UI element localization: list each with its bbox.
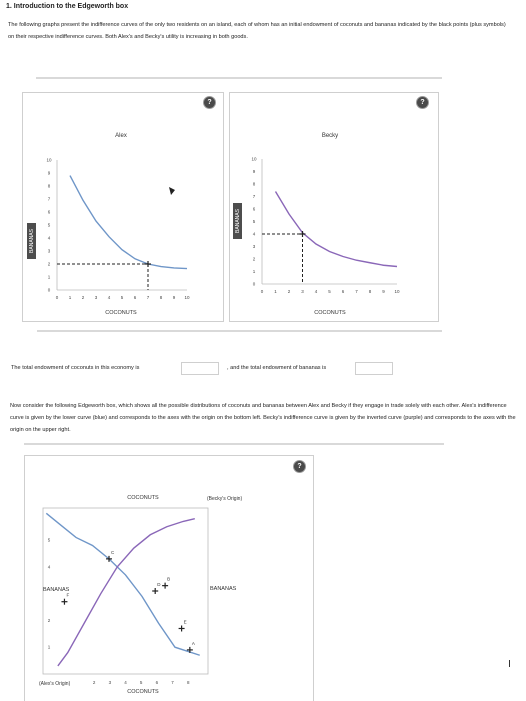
alex-y-tick-8: 8 (47, 183, 51, 189)
becky-y-tick-10: 10 (251, 156, 257, 162)
alex-y-tick-10: 10 (46, 157, 52, 163)
alex-x-tick-5: 5 (120, 295, 124, 300)
question-title: 1. Introduction to the Edgeworth box (6, 3, 129, 10)
box-right-axis-label: BANANAS (210, 586, 237, 592)
becky-help-icon[interactable]: ? (416, 96, 429, 109)
box-point-label-b: B (167, 576, 171, 582)
box-y-tick-2: 2 (47, 617, 51, 623)
becky-y-axis-label: BANANAS (235, 209, 241, 233)
alex-x-tick-4: 4 (107, 295, 111, 300)
becky-box-curve (58, 519, 195, 666)
alex-y-tick-2: 2 (47, 261, 51, 267)
alex-origin-label: (Alex's Origin) (39, 681, 71, 687)
intro-text: The following graphs present the indifference curves of the only two residents on an island, each of whom has an initial endowment of coconuts and bananas indicated by the black points (plus symbols) on their respective indifference curves. Both Alex's and Becky's utility is increasing in both goods. (8, 22, 506, 40)
box-bottom-axis-label: COCONUTS (127, 689, 159, 695)
coconut-endowment-prompt: The total endowment of coconuts in this economy is (11, 365, 140, 371)
box-x-tick-4: 4 (124, 680, 127, 685)
box-y-tick-4: 4 (47, 564, 51, 570)
becky-x-tick-2: 2 (287, 289, 291, 294)
box-point-label-d: D (157, 582, 161, 587)
alex-box-curve (46, 513, 199, 655)
coconut-endowment-input[interactable] (181, 362, 219, 375)
becky-y-tick-9: 9 (252, 169, 256, 174)
divider-top (36, 77, 442, 79)
alex-chart-title: Alex (115, 133, 127, 139)
box-point-label-c: C (111, 549, 115, 555)
becky-x-tick-10: 10 (394, 289, 400, 294)
box-x-tick-6: 6 (155, 680, 159, 685)
banana-endowment-input[interactable] (355, 362, 393, 375)
box-x-tick-8: 8 (186, 680, 190, 685)
becky-y-tick-4: 4 (252, 231, 256, 237)
alex-chart (23, 93, 223, 321)
becky-x-tick-4: 4 (314, 289, 318, 294)
alex-x-axis-label: COCONUTS (105, 310, 137, 316)
text-cursor (509, 660, 510, 667)
alex-y-tick-3: 3 (47, 248, 51, 254)
becky-y-tick-6: 6 (252, 206, 256, 212)
alex-graph-panel (22, 92, 224, 322)
alex-x-tick-7: 7 (146, 295, 150, 300)
box-x-tick-3: 3 (108, 680, 112, 685)
becky-x-tick-1: 1 (274, 289, 277, 294)
becky-y-tick-3: 3 (252, 244, 256, 249)
divider-middle (37, 330, 442, 332)
becky-y-tick-7: 7 (252, 194, 256, 199)
alex-indifference-curve (70, 176, 187, 269)
box-point-label-a: A (191, 640, 195, 646)
becky-x-axis-label: COCONUTS (314, 310, 346, 316)
alex-y-tick-9: 9 (47, 170, 51, 176)
becky-x-tick-7: 7 (355, 289, 358, 294)
alex-y-tick-7: 7 (47, 196, 51, 202)
edgeworth-help-icon[interactable]: ? (293, 460, 306, 473)
becky-x-tick-9: 9 (382, 289, 385, 294)
divider-bottom (24, 443, 444, 445)
alex-x-tick-3: 3 (94, 295, 98, 300)
box-y-tick-1: 1 (47, 644, 51, 650)
box-point-label-f: F (66, 592, 70, 598)
becky-y-tick-2: 2 (252, 256, 256, 262)
becky-chart-title: Becky (321, 133, 339, 139)
box-y-tick-5: 5 (47, 537, 51, 543)
alex-x-tick-2: 2 (81, 295, 85, 300)
alex-x-tick-8: 8 (159, 295, 163, 300)
box-point-label-e: E (183, 619, 187, 625)
edgeworth-box-chart (25, 456, 313, 701)
becky-x-tick-5: 5 (328, 289, 331, 294)
alex-x-tick-1: 1 (68, 295, 72, 300)
banana-endowment-prompt: , and the total endowment of bananas is (227, 365, 327, 371)
alex-x-tick-0: 0 (55, 295, 59, 300)
becky-chart (230, 93, 438, 321)
box-x-tick-5: 5 (139, 680, 143, 685)
alex-y-axis-label: BANANAS (29, 229, 35, 253)
alex-help-icon[interactable]: ? (203, 96, 216, 109)
box-x-tick-7: 7 (171, 680, 174, 685)
becky-x-tick-0: 0 (260, 289, 264, 294)
alex-y-tick-4: 4 (47, 235, 51, 241)
alex-x-tick-10: 10 (184, 295, 190, 300)
becky-origin-label: (Becky's Origin) (207, 496, 243, 502)
edgeworth-description: Now consider the following Edgeworth box, which shows all the possible distributions of coconuts and bananas between Alex and Becky if they engage in trade solely with each other. Alex's indifference curve is given by the lower curve (blue) and corresponds to the axes with the origin on the bottom left. Becky's indifference curve is given by the inverted curve (purple) and corresponds to the axes with the origin on the upper right. (10, 403, 516, 433)
box-top-axis-label: COCONUTS (127, 495, 159, 501)
becky-graph-panel (229, 92, 439, 322)
becky-y-tick-1: 1 (252, 269, 256, 274)
becky-y-tick-0: 0 (252, 281, 256, 287)
becky-x-tick-8: 8 (368, 289, 372, 294)
alex-y-tick-5: 5 (47, 222, 51, 228)
becky-y-tick-8: 8 (252, 181, 256, 187)
cursor-arrow-icon (169, 187, 175, 195)
alex-x-tick-9: 9 (172, 295, 176, 300)
box-left-axis-label: BANANAS (43, 587, 70, 593)
alex-x-tick-6: 6 (133, 295, 137, 300)
box-x-tick-2: 2 (92, 680, 96, 685)
becky-indifference-curve (276, 192, 398, 267)
edgeworth-box-panel (24, 455, 314, 701)
becky-y-axis-label-box (233, 203, 242, 239)
alex-y-tick-1: 1 (47, 274, 51, 280)
becky-x-tick-6: 6 (341, 289, 345, 294)
becky-y-tick-5: 5 (252, 219, 256, 224)
alex-y-tick-0: 0 (47, 287, 51, 293)
alex-y-tick-6: 6 (47, 209, 51, 215)
becky-x-tick-3: 3 (301, 289, 304, 294)
alex-y-axis-label-box (27, 223, 36, 259)
